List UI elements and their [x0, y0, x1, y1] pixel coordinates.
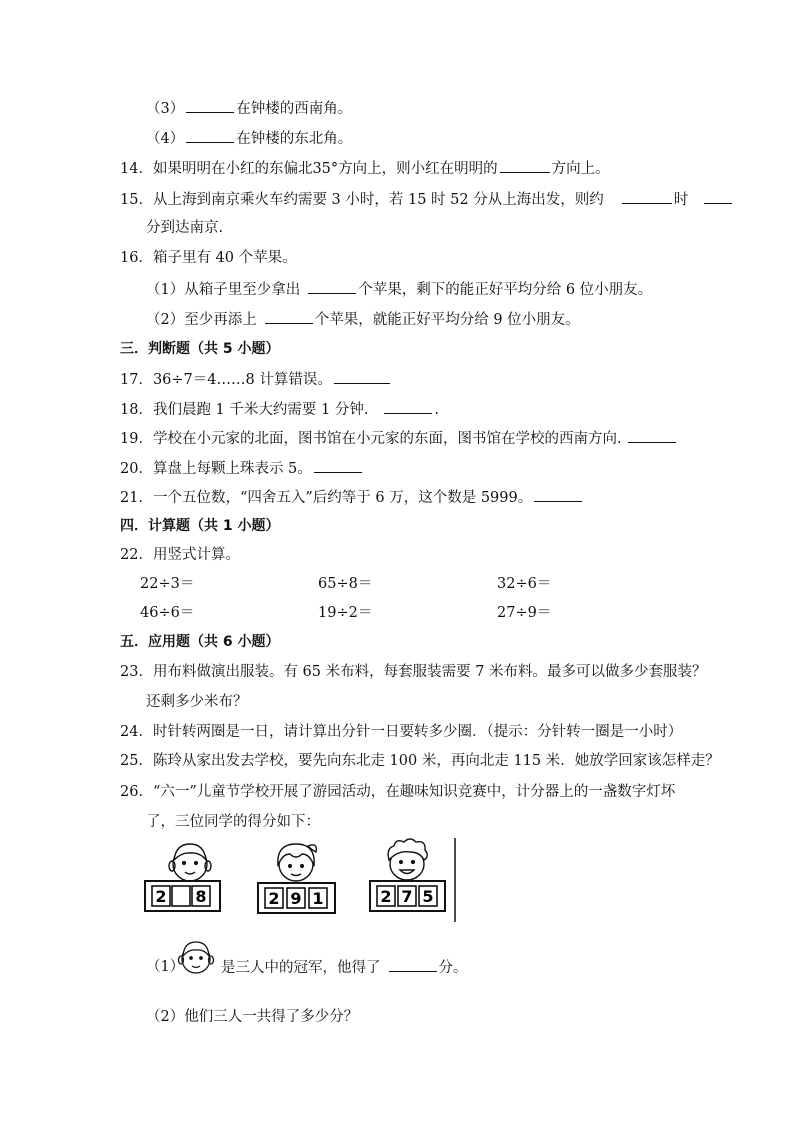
q26-sub2: （2）他们三人一共得了多少分？ — [146, 1009, 359, 1025]
q16-sub2 — [146, 309, 580, 330]
q18-tail: . — [434, 402, 439, 418]
question-24: 24．时针转两圈是一日，请计算出分针一日要转多少圈．（提示：分针转一圈是一小时） — [120, 724, 683, 740]
question-20 — [120, 458, 364, 479]
section-heading-application: 五．应用题（共 6 小题） — [120, 634, 280, 650]
question-15 — [120, 189, 734, 210]
q26-sub1-rest — [221, 957, 468, 978]
answer-blank[interactable] — [622, 189, 672, 204]
calc-item: 19÷2＝ — [318, 605, 373, 621]
boy-face-icon — [169, 844, 211, 881]
q13-sub4 — [146, 128, 352, 149]
answer-blank[interactable] — [389, 957, 437, 972]
scoreboard — [258, 883, 335, 913]
answer-blank[interactable] — [186, 128, 234, 143]
answer-blank[interactable] — [186, 98, 234, 113]
q17-text: 17．36÷7＝4……8 计算错误。 — [120, 372, 332, 388]
section-heading-calc: 四．计算题（共 1 小题） — [120, 518, 280, 534]
q13-sub3-suffix: 在钟楼的西南角。 — [236, 101, 353, 117]
q16-sub2-prefix: （2）至少再添上 — [146, 312, 257, 328]
question-17 — [120, 369, 392, 390]
question-18 — [120, 399, 439, 420]
calc-item: 65÷8＝ — [318, 576, 373, 592]
question-23: 23．用布料做演出服装。有 65 米布料，每套服装需要 7 米布料。最多可以做多少套服装？ — [120, 664, 707, 680]
q26-sub1-prefix: （1） — [146, 959, 185, 975]
question-26-line2: 了，三位同学的得分如下： — [146, 814, 320, 830]
question-26: 26．“六一”儿童节学校开展了游园活动，在趣味知识竞赛中，计分器上的一盏数字灯坏 — [120, 784, 676, 800]
calc-item: 32÷6＝ — [497, 576, 552, 592]
answer-blank[interactable] — [500, 158, 550, 173]
curly-hair-face-icon — [388, 839, 427, 880]
calc-item: 22÷3＝ — [140, 576, 195, 592]
boy-face-small-icon — [176, 937, 216, 977]
question-21 — [120, 487, 584, 508]
q16-sub2-suffix: 个苹果，就能正好平均分给 9 位小朋友。 — [314, 312, 580, 328]
question-25: 25．陈玲从家出发去学校，要先向东北走 100 米，再向北走 115 米．她放学回家该怎样走？ — [120, 753, 720, 769]
girl-face-icon — [278, 844, 317, 881]
answer-blank[interactable] — [265, 309, 313, 324]
q26-sub1-mid: 是三人中的冠军，他得了 — [221, 960, 381, 976]
question-19 — [120, 428, 678, 449]
score-digit: 5 — [422, 887, 434, 906]
q18-text: 18．我们晨跑 1 千米大约需要 1 分钟． — [120, 402, 379, 418]
q13-sub4-suffix: 在钟楼的东北角。 — [236, 131, 353, 147]
q14-text: 14．如果明明在小红的东偏北35°方向上，则小红在明明的 — [120, 161, 498, 177]
answer-blank[interactable] — [334, 369, 390, 384]
answer-blank[interactable] — [704, 189, 732, 204]
q21-text: 21．一个五位数，“四舍五入”后约等于 6 万，这个数是 5999。 — [120, 490, 533, 506]
answer-blank[interactable] — [308, 279, 356, 294]
q26-sub1-suffix: 分。 — [438, 960, 468, 976]
q16-sub1-suffix: 个苹果，剩下的能正好平均分给 6 位小朋友。 — [358, 282, 653, 298]
answer-blank[interactable] — [314, 458, 362, 473]
q13-sub3-prefix: （3） — [146, 101, 185, 117]
question-15-line2: 分到达南京. — [146, 220, 224, 236]
q16-sub1 — [146, 279, 652, 300]
question-23-line2: 还剩多少米布？ — [146, 694, 248, 710]
calc-item: 27÷9＝ — [497, 605, 552, 621]
question-16: 16．箱子里有 40 个苹果。 — [120, 250, 297, 266]
q20-text: 20．算盘上每颗上珠表示 5。 — [120, 461, 312, 477]
q13-sub3 — [146, 98, 352, 119]
scoreboard — [370, 881, 445, 911]
calc-item: 46÷6＝ — [140, 605, 195, 621]
q19-text: 19．学校在小元家的北面，图书馆在小元家的东面，图书馆在学校的西南方向. — [120, 431, 622, 447]
score-digit: 2 — [268, 889, 280, 908]
answer-blank[interactable] — [534, 487, 582, 502]
score-digit: 9 — [290, 889, 302, 908]
q15-text: 15．从上海到南京乘火车约需要 3 小时，若 15 时 52 分从上海出发，则约 — [120, 192, 604, 208]
answer-blank[interactable] — [384, 399, 432, 414]
section-heading-judge: 三．判断题（共 5 小题） — [120, 341, 280, 357]
score-digit: 2 — [380, 887, 392, 906]
question-22: 22．用竖式计算。 — [120, 547, 240, 563]
q16-sub1-prefix: （1）从箱子里至少拿出 — [146, 282, 301, 298]
q14-suffix: 方向上。 — [551, 161, 610, 177]
score-figure — [140, 836, 460, 926]
q13-sub4-prefix: （4） — [146, 131, 185, 147]
question-14 — [120, 158, 610, 179]
score-digit: 7 — [401, 887, 413, 906]
score-digit: 1 — [312, 889, 324, 908]
q15-mid: 时 — [673, 192, 689, 208]
answer-blank[interactable] — [628, 428, 676, 443]
score-digit: 8 — [195, 887, 207, 906]
scoreboard — [145, 881, 220, 911]
score-digit: 2 — [155, 887, 167, 906]
